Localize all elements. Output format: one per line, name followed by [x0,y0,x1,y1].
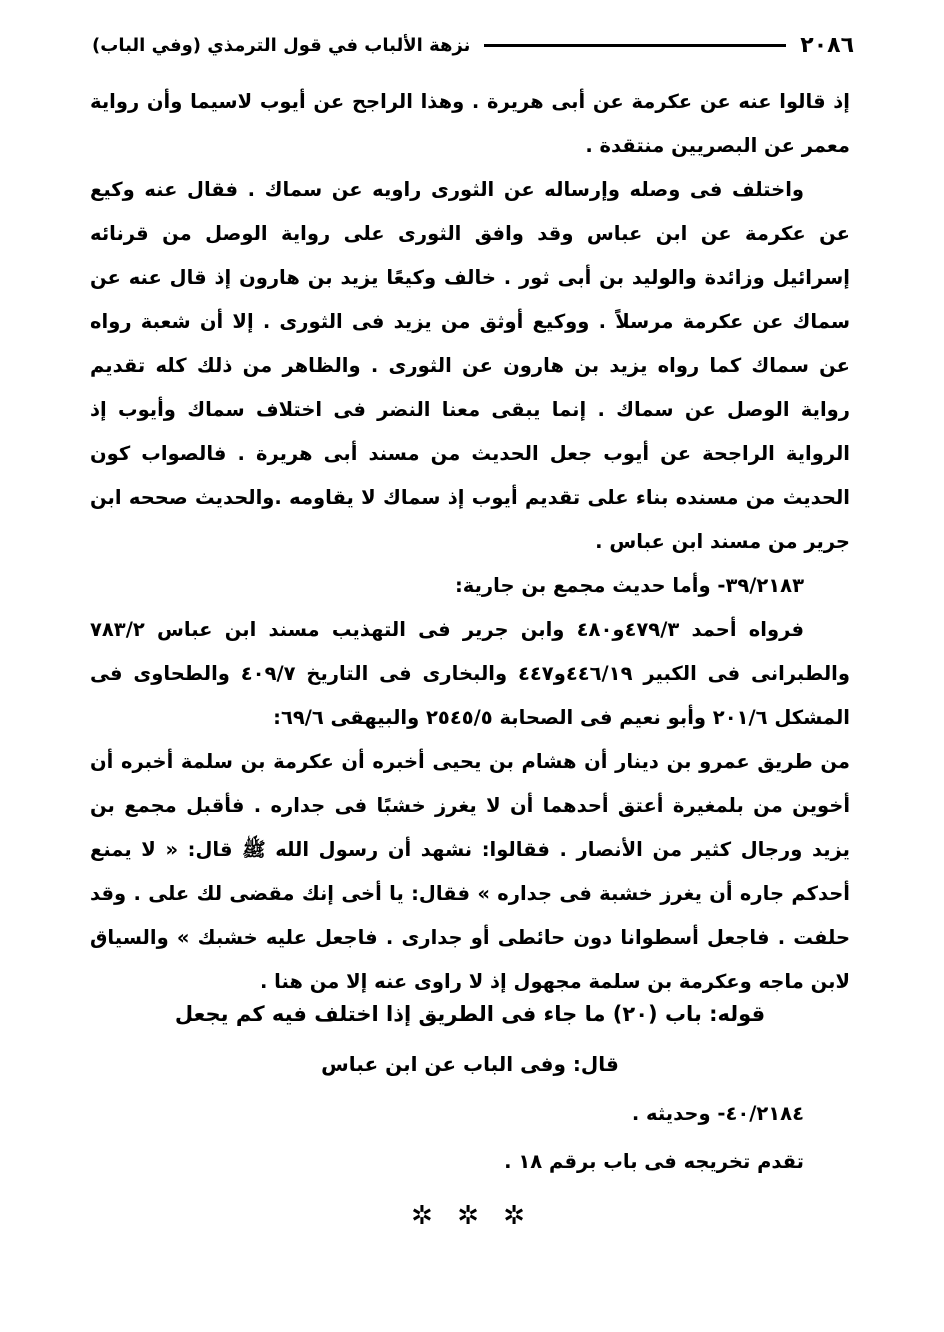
chapter-subtitle: قال: وفى الباب عن ابن عباس [321,1052,619,1076]
paragraph-1: إذ قالوا عنه عن عكرمة عن أبى هريرة . وهذا الراجح عن أيوب لاسيما وأن رواية معمر عن البصريين منتقدة . [90,90,850,157]
entry-heading: ٤٠/٢١٨٤- وحديثه . [631,1102,804,1125]
running-title: نزهة الألباب في قول الترمذي (وفي الباب) [92,34,471,56]
flower-ornament-icon: ✲ ✲ ✲ [411,1201,533,1231]
page-header [92,30,854,60]
page-number: ٢٠٨٦ [800,32,854,58]
paragraph-4-start: من طريق عمرو بن دينار أن هشام بن يحيى أخبره أن عكرمة بن سلمة أخبره أن أخوين من بلمغيرة أعتق أحدهما أن لا يغرز خشبًا فى جداره . فأقبل مجمع بن يزيد ورجال كثير من الأنصار . فقالوا: نشهد أن رسول الله ﷺ قال: [90,750,850,861]
paragraph-4-end: فقال: يا أخى إنك مقضى لك على . وقد حلفت . فاجعل أسطوانا دون حائطى أو جدارى . فاجعل عليه خشبك » والسياق لابن ماجه وعكرمة بن سلمة مجهول إذ لا راوى عنه إلا من هنا . [90,882,850,993]
paragraph-3: فرواه أحمد ٤٧٩/٣و٤٨٠ وابن جرير فى التهذيب مسند ابن عباس ٧٨٣/٢ والطبرانى فى الكبير ٤٤٦/١٩و٤٤٧ والبخارى فى التاريخ ٤٠٩/٧ والطحاوى فى المشكل ٢٠١/٦ وأبو نعيم فى الصحابة ٢٥٤٥/٥ والبيهقى ٦٩/٦: [90,618,850,729]
main-text [90,80,850,1004]
paragraph-4 [90,740,850,1004]
prophetic-quote: « لا يمنع أحدكم جاره أن يغرز خشبة فى جداره » [90,838,850,905]
paragraph-2: واختلف فى وصله وإرساله عن الثورى راويه عن سماك . فقال عنه وكيع عن عكرمة عن ابن عباس وقد وافق الثورى على رواية الوصل من قرنائه إسرائيل وزائدة والوليد بن أبى ثور . خالف وكيعًا يزيد بن هارون إذ قال عنه عن سماك عن عكرمة مرسلاً . ووكيع أوثق من يزيد فى الثورى . إلا أن شعبة رواه عن سماك كما رواه يزيد بن هارون عن الثورى . والظاهر من ذلك كله تقديم رواية الوصل عن سماك . إنما يبقى معنا النضر فى اختلاف سماك وأيوب إذ الرواية الراجحة عن أيوب جعل الحديث من مسند أبى هريرة . فالصواب كون الحديث من مسنده بناء على تقديم أيوب إذ سماك لا يقاومه .والحديث صححه ابن جرير من مسند ابن عباس . [90,178,850,553]
header-rule [484,44,786,47]
hadith-heading: ٣٩/٢١٨٣- وأما حديث مجمع بن جارية: [454,574,804,597]
chapter-title: قوله: باب (٢٠) ما جاء فى الطريق إذا اختلف فيه كم يجعل [174,1002,766,1026]
entry-note: تقدم تخريجه فى باب برقم ١٨ . [504,1150,804,1173]
